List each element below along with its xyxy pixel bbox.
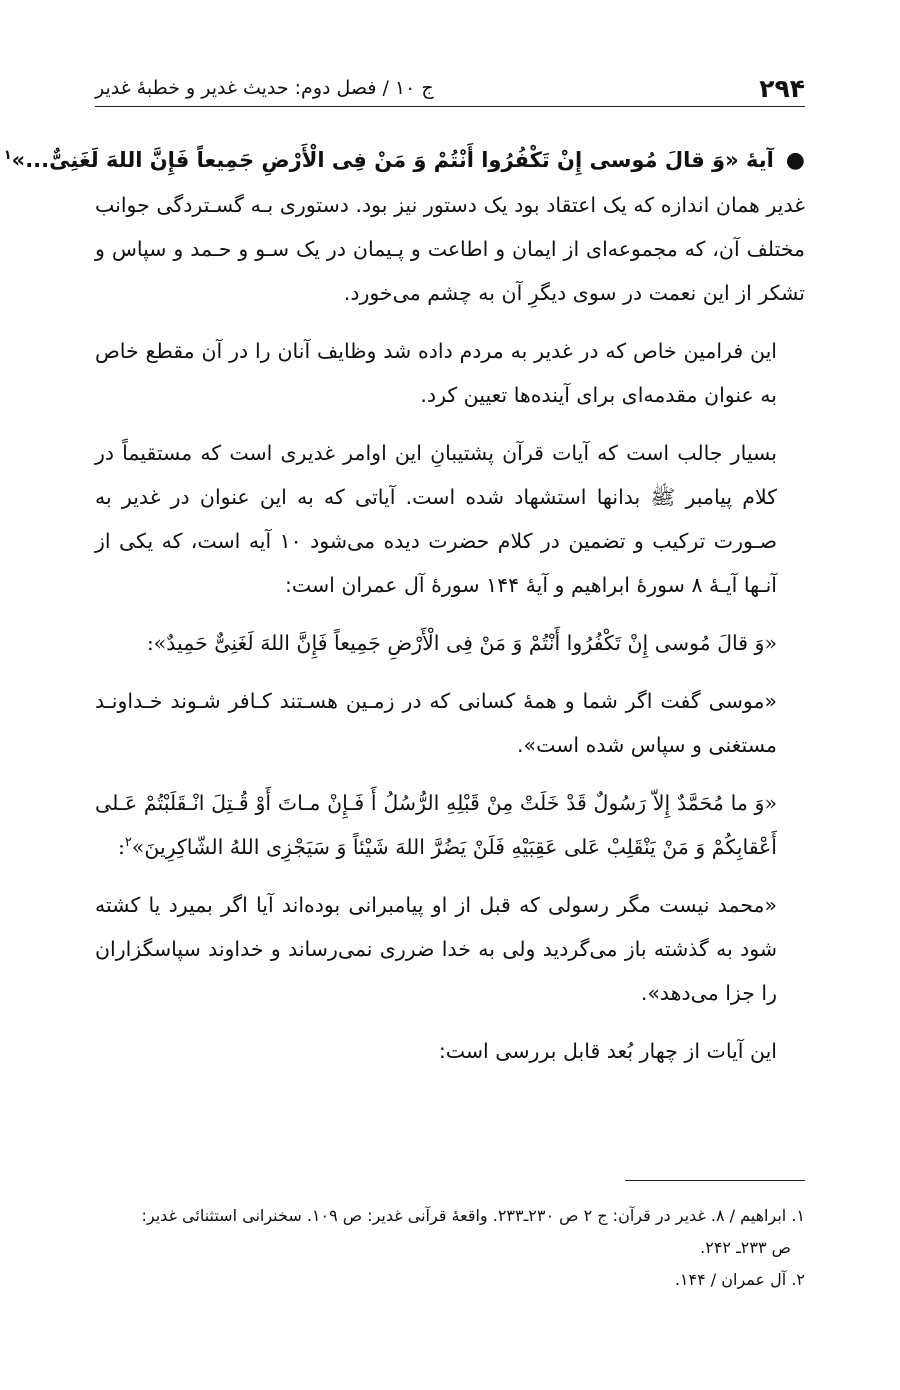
verse-translation: «محمد نیست مگر رسولی که قبل از او پیامبرانی بوده‌اند آیا اگر بمیرد یا کشته شود به گذشته باز می‌گردید ولی به خدا ضرری نمی‌رساند و خداوند سپاسگزاران را جزا می‌دهد». bbox=[95, 893, 777, 1005]
footnote-ref[interactable]: ۲ bbox=[124, 835, 132, 851]
footnote-1-continued: ص ۲۳۳ـ ۲۴۲. bbox=[700, 1238, 791, 1257]
section-heading bbox=[3, 138, 805, 183]
footnote-divider bbox=[625, 1180, 805, 1181]
footnote-ref[interactable]: ۱ bbox=[3, 148, 12, 163]
quran-verse bbox=[95, 781, 805, 869]
bullet-icon: ● bbox=[785, 148, 805, 173]
footnotes bbox=[95, 1200, 805, 1296]
running-title: ج ۱۰ / فصل دوم: حدیث غدیر و خطبهٔ غدیر bbox=[95, 77, 434, 99]
footnote-2: ۲. آل عمران / ۱۴۴. bbox=[674, 1270, 805, 1289]
quran-verse: «وَ قالَ مُوسی إِنْ تَكْفُرُوا أَنْتُمْ وَ مَنْ فِی الْأَرْضِ جَمِیعاً فَإِنَّ اللهَ لَغَنِیٌّ حَمِیدٌ»: bbox=[146, 631, 777, 655]
page-number: ۲۹۴ bbox=[759, 73, 805, 103]
paragraph: این فرامین خاص که در غدیر به مردم داده شد وظایف آنان را در آن مقطع خاص به عنوان مقدمه‌ای برای آینده‌ها تعیین کرد. bbox=[95, 339, 777, 407]
running-head bbox=[95, 70, 805, 107]
footnote-1: ۱. ابراهیم / ۸. غدیر در قرآن: ج ۲ ص ۲۳۰ـ۲۳۳. واقعهٔ قرآنی غدیر: ص ۱۰۹. سخنرانی استثنائی غدیر: bbox=[141, 1206, 805, 1225]
paragraph: غدیر همان اندازه که یک اعتقاد بود یک دستور نیز بود. دستوری بـه گسـتردگی جوانب مختلف آن، که مجموعه‌ای از ایمان و اطاعت و پـیمان در یک سـو و حـمد و سپاس و تشکر از این نعمت در سوی دیگرِ آن به چشم می‌خورد. bbox=[95, 193, 805, 305]
verse-translation: «موسی گفت اگر شما و همهٔ کسانی که در زمـین هسـتند کـافر شـوند خـداونـد مستغنی و سپاس شده است». bbox=[95, 689, 777, 757]
section-heading-text: آیهٔ «وَ قالَ مُوسی إِنْ تَكْفُرُوا أَنْتُمْ وَ مَنْ فِی الْأَرْضِ جَمِیعاً فَإِنَّ اللهَ لَغَنِیٌّ...» bbox=[11, 148, 774, 172]
paragraph: این آیات از چهار بُعد قابل بررسی است: bbox=[438, 1039, 777, 1063]
section-verse-heading bbox=[3, 138, 805, 315]
paragraph: بسیار جالب است که آیات قرآن پشتیبانِ این اوامر غدیری است که مستقیماً در کلام پیامبر ﷺ بدانها استشهاد شده است. آیاتی که به این عنوان در غدیر به صـورت ترکیب و تضمین در کلام حضرت دیده می‌شود ۱۰ آیه است، که یکی از آنـها آیـهٔ ۸ سورهٔ ابراهیم و آیهٔ ۱۴۴ سورهٔ آل عمران است: bbox=[95, 441, 777, 597]
verse-tail: : bbox=[117, 835, 125, 859]
quran-verse-text: «وَ ما مُحَمَّدٌ إِلاّ رَسُولٌ قَدْ خَلَتْ مِنْ قَبْلِهِ الرُّسُلُ أَ فَـإِنْ مـاتَ أَوْ قُـتِلَ انْـقَلَبْتُمْ عَـلی أَعْقابِكُمْ وَ مَنْ یَنْقَلِبْ عَلی عَقِبَیْهِ فَلَنْ یَضُرَّ اللهَ شَیْئاً وَ سَیَجْزِی اللهُ الشّاكِرِینَ» bbox=[95, 791, 777, 859]
body-text bbox=[3, 138, 805, 1073]
